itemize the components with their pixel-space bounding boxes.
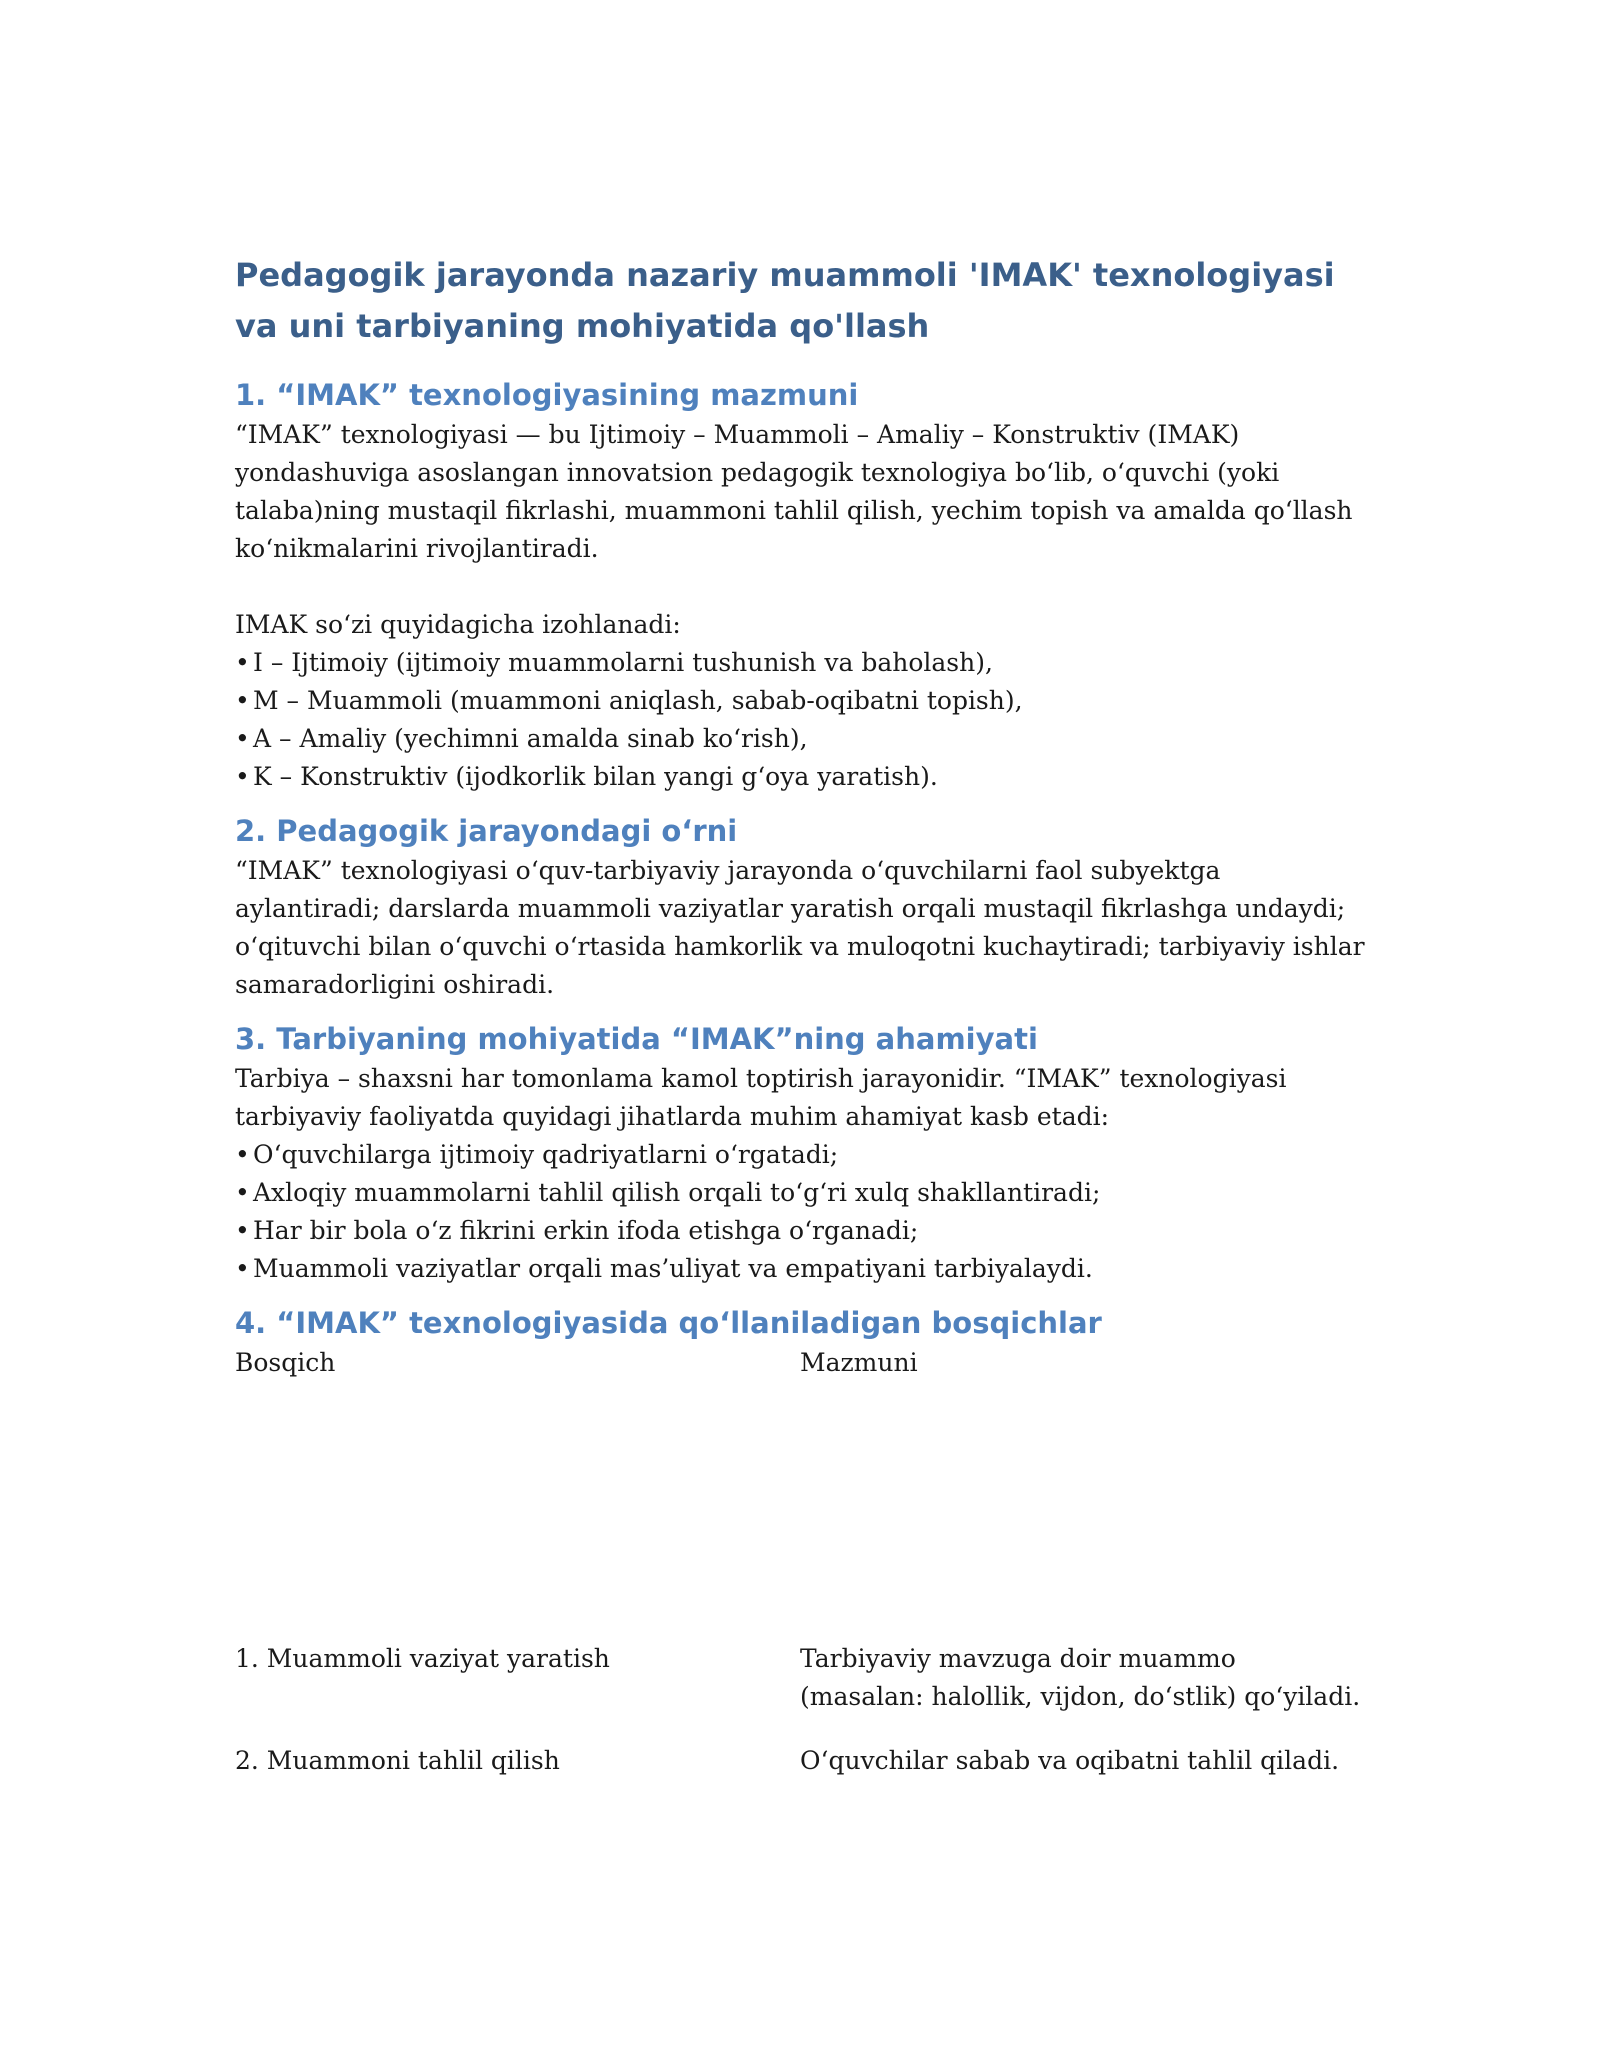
section-1-heading: 1. “IMAK” texnologiyasining mazmuni — [235, 378, 859, 412]
list-item — [235, 1136, 1365, 1174]
table-cell-empty — [235, 1382, 800, 1640]
section-3-list — [235, 1136, 1365, 1288]
list-item — [235, 682, 1365, 720]
spacer — [235, 1288, 1365, 1302]
list-item — [235, 720, 1365, 758]
list-item-text: Muammoli vaziyatlar orqali mas’uliyat va empatiyani tarbiyalaydi. — [253, 1254, 1093, 1283]
list-item — [235, 1250, 1365, 1288]
spacer — [235, 1004, 1365, 1018]
bullet-icon: • — [235, 1178, 250, 1207]
table-cell-stage: 1. Muammoli vaziyat yaratish — [235, 1644, 610, 1673]
document-title: Pedagogik jarayonda nazariy muammoli 'IMAK' texnologiyasi va uni tarbiyaning mohiyatida qo'llash — [235, 256, 1335, 345]
bullet-icon: • — [235, 1216, 250, 1245]
section-4-heading: 4. “IMAK” texnologiyasida qo‘llaniladigan bosqichlar — [235, 1306, 1102, 1340]
bullet-icon: • — [235, 686, 250, 715]
list-item-text: K – Konstruktiv (ijodkorlik bilan yangi g‘oya yaratish). — [253, 762, 938, 791]
table-row — [235, 1640, 1365, 1716]
list-item — [235, 644, 1365, 682]
table-cell-content: Tarbiyaviy mavzuga doir muammo (masalan: halollik, vijdon, do‘stlik) qo‘yiladi. — [800, 1644, 1361, 1711]
list-item-text: O‘quvchilarga ijtimoiy qadriyatlarni o‘rgatadi; — [253, 1140, 839, 1169]
document-body — [235, 250, 1365, 1780]
table-spacer-row — [235, 1382, 1365, 1640]
table-cell-stage: 2. Muammoni tahlil qilish — [235, 1746, 560, 1775]
blank-line — [235, 568, 1365, 606]
list-item-text: A – Amaliy (yechimni amalda sinab ko‘rish), — [253, 724, 808, 753]
table-row — [235, 1742, 1365, 1780]
list-item-text: I – Ijtimoiy (ijtimoiy muammolarni tushunish va baholash), — [253, 648, 993, 677]
bullet-icon: • — [235, 724, 250, 753]
column-header-stage: Bosqich — [235, 1348, 336, 1377]
section-3-heading: 3. Tarbiyaning mohiyatida “IMAK”ning ahamiyati — [235, 1022, 1038, 1056]
section-1-list — [235, 644, 1365, 796]
list-item-text: Har bir bola o‘z fikrini erkin ifoda etishga o‘rganadi; — [253, 1216, 919, 1245]
list-item — [235, 758, 1365, 796]
bullet-icon: • — [235, 1254, 250, 1283]
table-cell-empty — [800, 1382, 1365, 1640]
bullet-icon: • — [235, 648, 250, 677]
section-2-paragraph: “IMAK” texnologiyasi o‘quv-tarbiyaviy jarayonda o‘quvchilarni faol subyektga aylantiradi; darslarda muammoli vaziyatlar yaratish orqali mustaqil fikrlashga undaydi; o‘qituvchi bilan o‘quvchi o‘rtasida hamkorlik va muloqotni kuchaytiradi; tarbiyaviy ishlar samaradorligini oshiradi. — [235, 856, 1365, 999]
list-item-text: M – Muammoli (muammoni aniqlash, sabab-oqibatni topish), — [253, 686, 1023, 715]
table-cell-content: O‘quvchilar sabab va oqibatni tahlil qiladi. — [800, 1746, 1340, 1775]
table-cell-empty — [800, 1716, 1365, 1742]
spacer — [235, 796, 1365, 810]
section-1-paragraph: “IMAK” texnologiyasi — bu Ijtimoiy – Muammoli – Amaliy – Konstruktiv (IMAK) yondashuviga asoslangan innovatsion pedagogik texnologiya bo‘lib, o‘quvchi (yoki talaba)ning mustaqil fikrlashi, muammoni tahlil qilish, yechim topish va amalda qo‘llash ko‘nikmalarini rivojlantiradi. — [235, 420, 1353, 563]
table-cell-empty — [235, 1716, 800, 1742]
table-gap-row — [235, 1716, 1365, 1742]
bullet-icon: • — [235, 1140, 250, 1169]
stages-table — [235, 1344, 1365, 1780]
section-3-paragraph: Tarbiya – shaxsni har tomonlama kamol toptirish jarayonidir. “IMAK” texnologiyasi tarbiyaviy faoliyatda quyidagi jihatlarda muhim ahamiyat kasb etadi: — [235, 1064, 1287, 1131]
column-header-content: Mazmuni — [800, 1348, 918, 1377]
section-1-list-intro: IMAK so‘zi quyidagicha izohlanadi: — [235, 610, 681, 639]
table-header-row — [235, 1344, 1365, 1382]
bullet-icon: • — [235, 762, 250, 791]
list-item — [235, 1174, 1365, 1212]
section-2-heading: 2. Pedagogik jarayondagi o‘rni — [235, 814, 738, 848]
list-item — [235, 1212, 1365, 1250]
list-item-text: Axloqiy muammolarni tahlil qilish orqali to‘g‘ri xulq shakllantiradi; — [253, 1178, 1101, 1207]
